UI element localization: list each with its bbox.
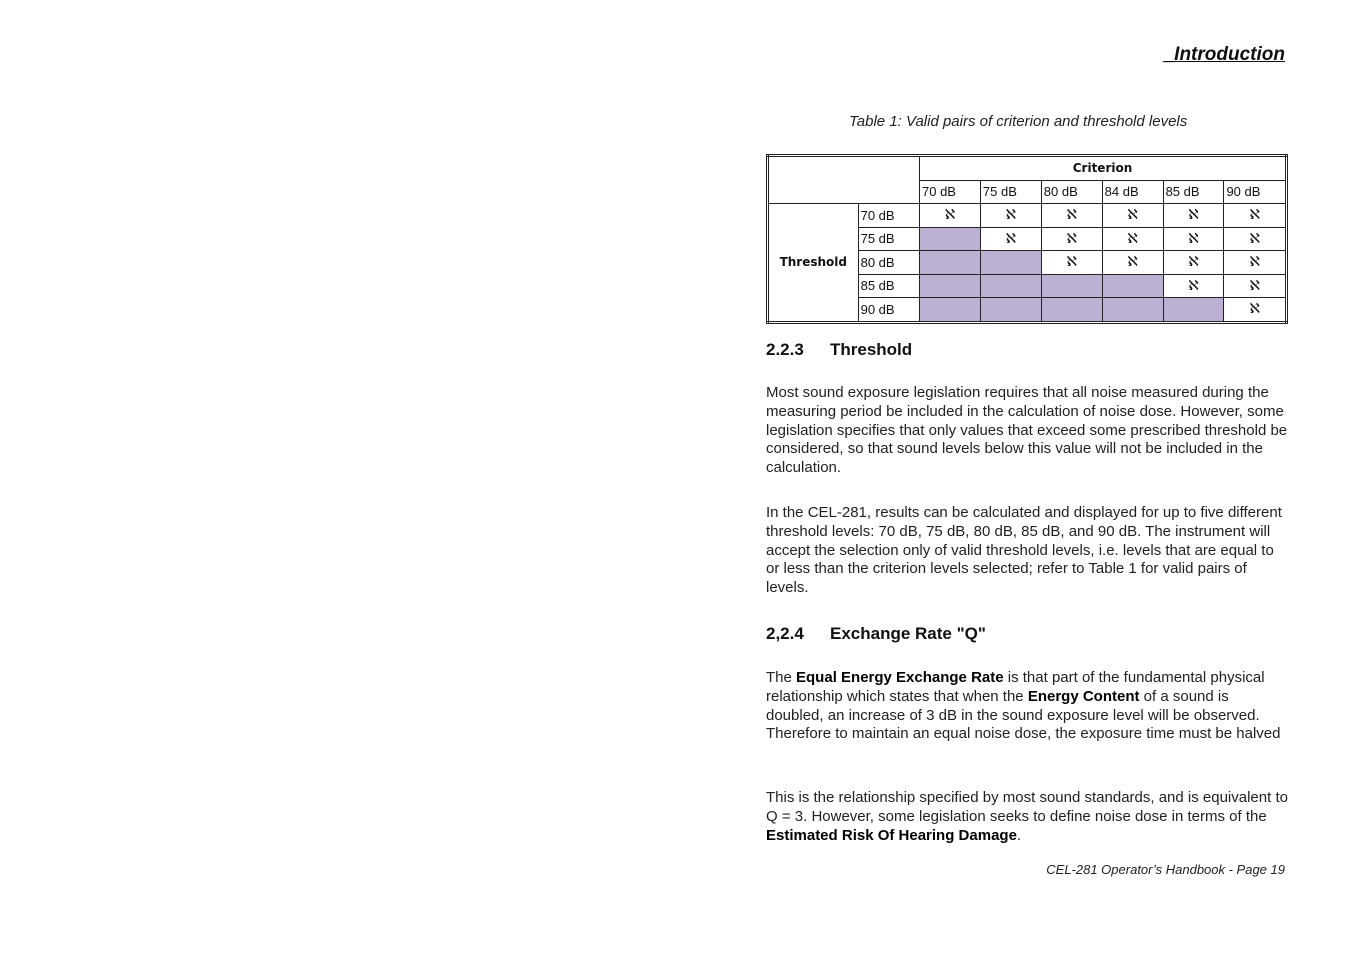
- table-cell: ℵ: [1163, 204, 1224, 228]
- criterion-level: 90 dB: [1224, 180, 1287, 204]
- table-cell: ℵ: [1163, 274, 1224, 298]
- text-run: The: [766, 669, 797, 686]
- bold-term: Estimated Risk Of Hearing Damage: [766, 826, 1017, 844]
- table-cell: [980, 298, 1041, 323]
- table-cell: [1163, 298, 1224, 323]
- text-run: is that part of the fundamental physical relationship which states that when the: [766, 669, 1265, 705]
- criterion-threshold-table: [766, 154, 1288, 324]
- table-corner: [768, 156, 920, 204]
- table-cell: ℵ: [1163, 227, 1224, 251]
- text-run: of a sound is doubled, an increase of 3 dB in the sound exposure level will be observed. Therefore to maintain an equal noise dose, the exposure time must be halved: [766, 687, 1281, 743]
- table-cell: [980, 251, 1041, 275]
- table-cell: ℵ: [1224, 251, 1287, 275]
- criterion-level: 75 dB: [980, 180, 1041, 204]
- table-cell: ℵ: [1102, 251, 1163, 275]
- table-cell: ℵ: [1041, 204, 1102, 228]
- table-cell: ℵ: [1224, 274, 1287, 298]
- threshold-level: 75 dB: [858, 227, 919, 251]
- table-cell: [920, 298, 981, 323]
- table-cell: ℵ: [980, 227, 1041, 251]
- criterion-level: 84 dB: [1102, 180, 1163, 204]
- section-heading-exchange-rate: [766, 624, 986, 644]
- table-cell: ℵ: [1041, 227, 1102, 251]
- section-heading-threshold: [766, 340, 912, 360]
- table-cell: ℵ: [980, 204, 1041, 228]
- bold-term: Energy Content: [1027, 687, 1140, 705]
- threshold-level: 80 dB: [858, 251, 919, 275]
- table-cell: ℵ: [1224, 227, 1287, 251]
- threshold-level: 70 dB: [858, 204, 919, 228]
- table-cell: ℵ: [1102, 204, 1163, 228]
- section-number: 2.2.3: [766, 340, 804, 359]
- criterion-label: Criterion: [920, 156, 1287, 181]
- criterion-level: 80 dB: [1041, 180, 1102, 204]
- table-cell: ℵ: [1224, 204, 1287, 228]
- running-header: _Introduction: [1163, 44, 1285, 65]
- table-cell: [980, 274, 1041, 298]
- section-title: Exchange Rate "Q": [830, 624, 986, 643]
- table-header-row: [768, 156, 1287, 181]
- table-cell: ℵ: [1102, 227, 1163, 251]
- table-cell: ℵ: [1163, 251, 1224, 275]
- criterion-level: 70 dB: [920, 180, 981, 204]
- text-run: This is the relationship specified by most sound standards, and is equivalent to Q = 3. However, some legislation seeks to define noise dose in terms of the: [766, 789, 1288, 825]
- table-cell: [920, 274, 981, 298]
- table-cell: ℵ: [1224, 298, 1287, 323]
- table-cell: ℵ: [1041, 251, 1102, 275]
- table-row: [768, 204, 1287, 228]
- bold-term: Equal Energy Exchange Rate: [796, 669, 1004, 686]
- table-cell: [1102, 298, 1163, 323]
- section-title: Threshold: [830, 340, 913, 359]
- paragraph: [766, 669, 1288, 744]
- table-cell: ℵ: [920, 204, 981, 228]
- table-cell: [920, 251, 981, 275]
- table-cell: [1102, 274, 1163, 298]
- paragraph: Most sound exposure legislation requires that all noise measured during the measuring period be included in the calculation of noise dose. However, some legislation specifies that only values that exceed some prescribed threshold be considered, so that sound levels below this value will not be included in the calculation.: [766, 384, 1288, 477]
- table-cell: [1041, 274, 1102, 298]
- table-caption: Table 1: Valid pairs of criterion and threshold levels: [849, 113, 1188, 130]
- text-run: .: [1016, 826, 1022, 844]
- criterion-level: 85 dB: [1163, 180, 1224, 204]
- threshold-level: 85 dB: [858, 274, 919, 298]
- section-number: 2,2.4: [766, 624, 804, 643]
- threshold-level: 90 dB: [858, 298, 919, 323]
- paragraph: In the CEL-281, results can be calculated and displayed for up to five different threshold levels: 70 dB, 75 dB, 80 dB, 85 dB, and 90 dB. The instrument will accept the selection only of valid threshold levels, i.e. levels that are equal to or less than the criterion levels selected; refer to Table 1 for valid pairs of levels.: [766, 504, 1282, 597]
- table-cell: [920, 227, 981, 251]
- paragraph: [766, 789, 1288, 845]
- threshold-label: Threshold: [768, 204, 859, 323]
- page-footer: CEL-281 Operator’s Handbook - Page 19: [1046, 862, 1285, 877]
- table-cell: [1041, 298, 1102, 323]
